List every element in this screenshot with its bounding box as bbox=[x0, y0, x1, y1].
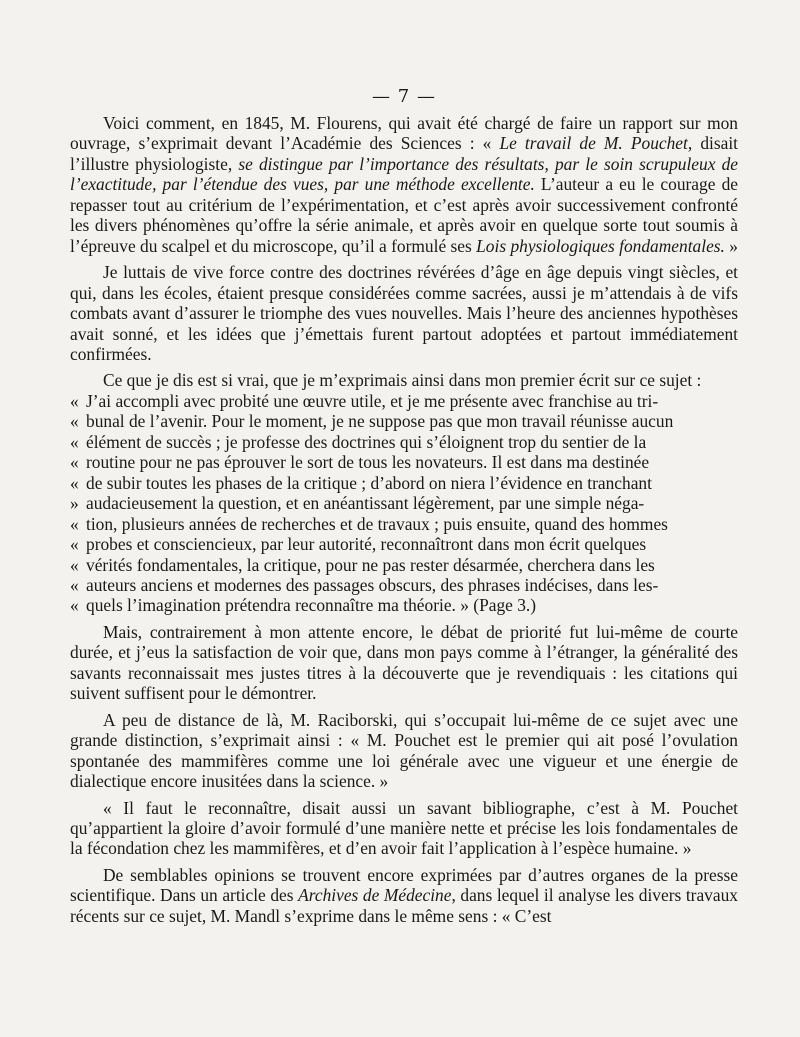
quote-line bbox=[70, 432, 738, 452]
quote-line bbox=[70, 493, 738, 513]
quote-mark: « bbox=[70, 411, 79, 432]
quote-mark: « bbox=[70, 513, 79, 534]
italic-text: Lois physiologiques fondamentales. bbox=[476, 235, 725, 256]
text-segment: L’auteur a eu le courage de repasser tout au critérium de l’expérimentation, et c’est après avoir successivement confronté les divers phénomènes qu’offre la série animale, et après avoir en quelque sorte tout soumis à l’épreuve du scalpel et du microscope, qu’il a formulé ses bbox=[70, 174, 738, 256]
page-number: — 7 — bbox=[372, 86, 436, 107]
quote-line bbox=[70, 391, 738, 411]
quote-mark: « bbox=[70, 595, 79, 616]
paragraph bbox=[70, 113, 738, 256]
quote-line-text: quels l’imagination prétendra reconnaître ma théorie. » (Page 3.) bbox=[86, 595, 537, 616]
quote-line-text: tion, plusieurs années de recherches et de travaux ; puis ensuite, quand des hommes bbox=[86, 513, 668, 534]
italic-text: Le travail de M. Pouchet, bbox=[499, 133, 693, 154]
paragraph bbox=[70, 262, 738, 364]
quote-line-text: J’ai accompli avec probité une œuvre utile, et je me présente avec franchise au tri- bbox=[86, 390, 659, 411]
quote-line-text: audacieusement la question, et en anéantissant légèrement, par une simple néga- bbox=[86, 493, 645, 514]
text-segment: Ce que je dis est si vrai, que je m’exprimais ainsi dans mon premier écrit sur ce sujet : bbox=[103, 370, 702, 391]
quote-line bbox=[70, 452, 738, 472]
quote-mark: « bbox=[70, 534, 79, 555]
paragraph bbox=[70, 710, 738, 792]
italic-text: Archives de Médecine bbox=[298, 885, 452, 906]
text-segment: « Il faut le reconnaître, disait aussi un savant bibliographe, c’est à M. Pouchet qu’appartient la gloire d’avoir formulé d’une manière nette et précise les lois fondamentales de la fécondation chez les mammifères, et d’en avoir fait l’application à l’espèce humaine. » bbox=[70, 797, 738, 859]
quote-line bbox=[70, 595, 738, 615]
text-segment: » bbox=[724, 235, 738, 256]
paragraph bbox=[70, 865, 738, 926]
text-segment: Je luttais de vive force contre des doctrines révérées d’âge en âge depuis vingt siècles, et qui, dans les écoles, étaient presque considérées comme sacrées, aussi je m’attendais à de vifs combats avant d’assurer le triomphe des vues nouvelles. Mais l’heure des anciennes hypothèses avait sonné, et les idées que j’émettais furent partout adoptées et partout immédiatement confirmées. bbox=[70, 262, 738, 364]
text-segment: Mais, contrairement à mon attente encore, le débat de priorité fut lui-même de courte durée, et j’eus la satisfaction de voir que, dans mon pays comme à l’étranger, la généralité des savants reconnaissait mes justes titres à la découverte que je revendiquais : les citations qui suivent suffisent pour le démontrer. bbox=[70, 621, 738, 704]
quote-mark: « bbox=[70, 554, 79, 575]
paragraph bbox=[70, 798, 738, 859]
text-segment: De semblables opinions se trouvent encore exprimées par d’autres organes de la presse scientifique. Dans un article des bbox=[70, 864, 738, 906]
text-segment: Voici comment, en 1845, M. Flourens, qui avait été chargé de faire un rapport sur mon ouvrage, s’exprimait devant l’Académie des Sciences : « bbox=[70, 113, 738, 154]
quote-mark: « bbox=[70, 390, 79, 411]
quoted-passage bbox=[70, 391, 738, 616]
italic-text: se distingue par l’importance des résultats, par le soin scrupuleux de l’exactitude, par l’étendue des vues, par une méthode excellente. bbox=[70, 153, 739, 195]
text-segment: A peu de distance de là, M. Raciborski, qui s’occupait lui-même de ce sujet avec une grande distinction, s’exprimait ainsi : « M. Pouchet est le premier qui ait posé l’ovulation spontanée des mammifères comme une loi générale avec une vigueur et une énergie de dialectique encore inusitées dans la science. » bbox=[70, 709, 738, 792]
body-text bbox=[70, 113, 738, 926]
quote-line bbox=[70, 555, 738, 575]
quote-mark: « bbox=[70, 431, 79, 452]
quote-line-text: probes et consciencieux, par leur autorité, reconnaîtront dans mon écrit quelques bbox=[86, 534, 647, 555]
quote-mark: « bbox=[70, 472, 79, 493]
quote-line-text: de subir toutes les phases de la critique ; d’abord on niera l’évidence en tranchant bbox=[86, 472, 652, 493]
quote-line bbox=[70, 534, 738, 554]
paragraph bbox=[70, 622, 738, 704]
quote-line-text: élément de succès ; je professe des doctrines qui s’éloignent trop du sentier de la bbox=[86, 431, 647, 452]
paragraph bbox=[70, 370, 738, 390]
quote-mark: « bbox=[70, 452, 79, 473]
quote-line bbox=[70, 473, 738, 493]
quote-line-text: auteurs anciens et modernes des passages obscurs, des phrases indécises, dans les- bbox=[86, 574, 659, 595]
quote-mark: » bbox=[70, 493, 79, 514]
quote-line bbox=[70, 575, 738, 595]
text-segment: disait l’illustre physiologiste, bbox=[70, 133, 739, 174]
quote-line bbox=[70, 411, 738, 431]
quote-line-text: routine pour ne pas éprouver le sort de tous les novateurs. Il est dans ma destinée bbox=[86, 452, 650, 473]
quote-line-text: vérités fondamentales, la critique, pour ne pas rester désarmée, cherchera dans les bbox=[86, 554, 655, 575]
quote-line-text: bunal de l’avenir. Pour le moment, je ne suppose pas que mon travail réunisse aucun bbox=[86, 411, 674, 432]
quote-mark: « bbox=[70, 574, 79, 595]
quote-line bbox=[70, 514, 738, 534]
text-segment: , dans lequel il analyse les divers travaux récents sur ce sujet, M. Mandl s’exprime dans le même sens : « C’est bbox=[70, 885, 738, 926]
